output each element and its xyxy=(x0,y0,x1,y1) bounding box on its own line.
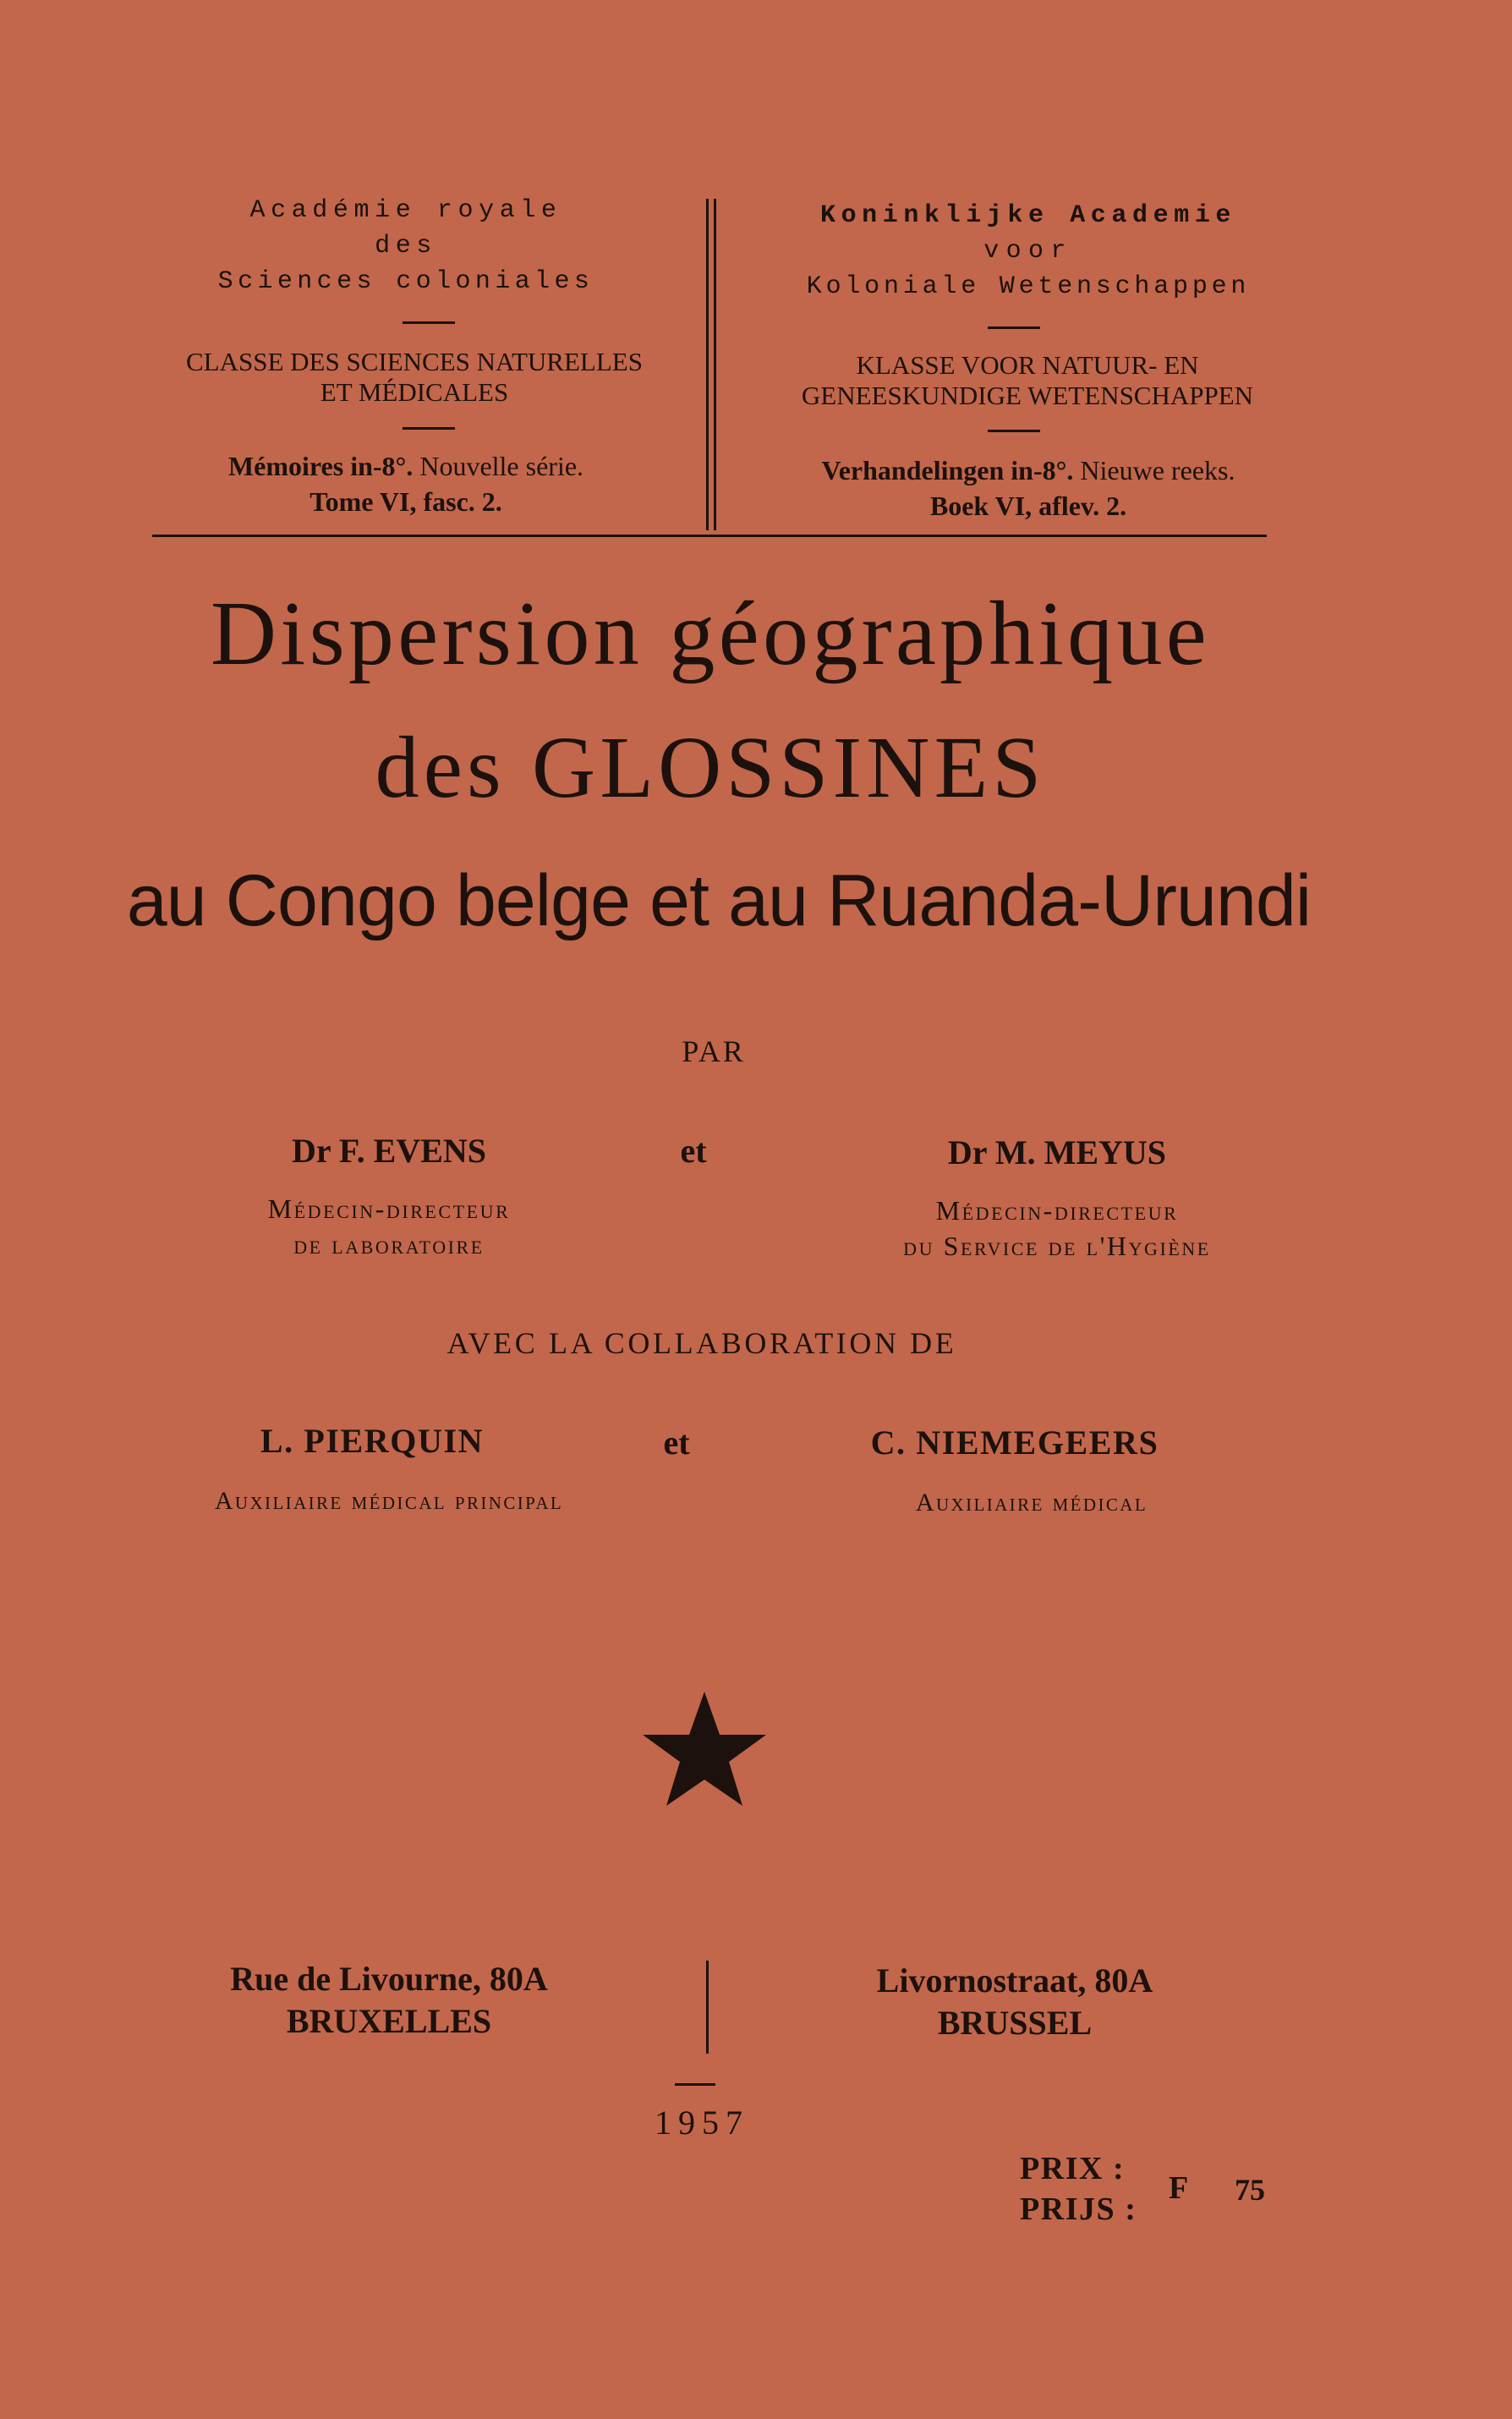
header-left-series-rest: Nouvelle série. xyxy=(419,451,584,481)
header-right-class-line2: GENEESKUNDIGE WETENSCHAPPEN xyxy=(801,381,1254,410)
header-vertical-rule-1 xyxy=(706,199,709,530)
author-1 xyxy=(186,1129,592,1173)
price-block xyxy=(1020,2148,1137,2230)
title-line3: au Congo belge et au Ruanda-Urundi xyxy=(126,860,1312,941)
header-right-divider-1 xyxy=(988,326,1040,329)
collaborators-connector: et xyxy=(663,1423,690,1462)
collaborator-1-name: L. PIERQUIN xyxy=(260,1422,485,1460)
price-label-2: PRIJS : xyxy=(1020,2191,1137,2227)
header-left-divider-2 xyxy=(403,427,455,430)
header-right-series-rest: Nieuwe reeks. xyxy=(1080,455,1235,485)
header-right-line3: Koloniale Wetenschappen xyxy=(806,272,1251,301)
collaboration-label: AVEC LA COLLABORATION DE xyxy=(446,1326,957,1360)
address-left-city: BRUXELLES xyxy=(286,2002,492,2040)
author-2-role-line2: du Service de l'Hygiène xyxy=(903,1231,1211,1261)
author-2-role-line1: Médecin-directeur xyxy=(935,1195,1179,1226)
header-left-line1: Académie royale xyxy=(249,196,562,225)
header-right-line1: Koninklijke Academie xyxy=(819,201,1237,230)
author-1-role-line1: Médecin-directeur xyxy=(267,1193,511,1224)
title-line1: Dispersion géographique xyxy=(210,584,1211,684)
author-1-prefix: Dr xyxy=(291,1132,331,1170)
header-right xyxy=(741,198,1316,304)
address-right xyxy=(795,1960,1235,2044)
header-left-class-line1: CLASSE DES SCIENCES NATURELLES xyxy=(186,347,643,376)
header-right-tome: Boek VI, aflev. 2. xyxy=(929,491,1127,521)
header-left-tome: Tome VI, fasc. 2. xyxy=(310,486,502,517)
author-1-name: F. EVENS xyxy=(338,1132,487,1170)
header-left-class xyxy=(135,347,693,408)
price-currency: F xyxy=(1169,2170,1189,2206)
header-right-line2: voor xyxy=(983,237,1073,266)
collaborator-2-name: C. NIEMEGEERS xyxy=(870,1423,1159,1462)
address-right-street: Livornostraat, 80A xyxy=(876,1961,1153,1999)
header-left-series-bold: Mémoires in-8°. xyxy=(227,451,414,481)
header-vertical-rule-2 xyxy=(714,199,716,530)
header-right-divider-2 xyxy=(988,430,1040,432)
header-left-line3: Sciences coloniales xyxy=(217,267,594,296)
header-left-divider-1 xyxy=(403,321,455,324)
header-right-class-line1: KLASSE VOOR NATUUR- EN xyxy=(856,350,1199,380)
authors-connector: et xyxy=(680,1132,707,1170)
year: 1957 xyxy=(655,2104,749,2142)
year-dash xyxy=(675,2083,715,2086)
star-icon xyxy=(641,1692,768,1807)
author-1-role-line2: de laboratoire xyxy=(293,1229,485,1259)
header-left xyxy=(135,193,677,299)
author-2 xyxy=(846,1131,1268,1175)
address-left xyxy=(152,1958,626,2043)
author-2-prefix: Dr xyxy=(947,1133,987,1171)
header-left-line2: des xyxy=(375,232,437,261)
author-1-role xyxy=(169,1191,609,1262)
author-2-name: M. MEYUS xyxy=(994,1133,1167,1171)
collaborator-1-role: Auxiliaire médical principal xyxy=(214,1487,564,1515)
par-label: PAR xyxy=(682,1034,746,1068)
price-amount: 75 xyxy=(1235,2173,1265,2207)
header-left-class-line2: ET MÉDICALES xyxy=(320,377,509,407)
header-right-class xyxy=(727,350,1328,411)
author-2-role xyxy=(812,1193,1302,1264)
header-left-series xyxy=(135,448,677,519)
header-bottom-rule xyxy=(152,535,1267,537)
price-label-1: PRIX : xyxy=(1020,2151,1126,2186)
address-left-street: Rue de Livourne, 80A xyxy=(230,1960,548,1998)
header-right-series-bold: Verhandelingen in-8°. xyxy=(821,455,1074,485)
collaborator-2-role: Auxiliaire médical xyxy=(915,1489,1148,1517)
header-right-series xyxy=(741,453,1316,524)
title-line2: des GLOSSINES xyxy=(375,719,1046,816)
address-divider xyxy=(706,1961,709,2054)
address-right-city: BRUSSEL xyxy=(937,2004,1093,2042)
